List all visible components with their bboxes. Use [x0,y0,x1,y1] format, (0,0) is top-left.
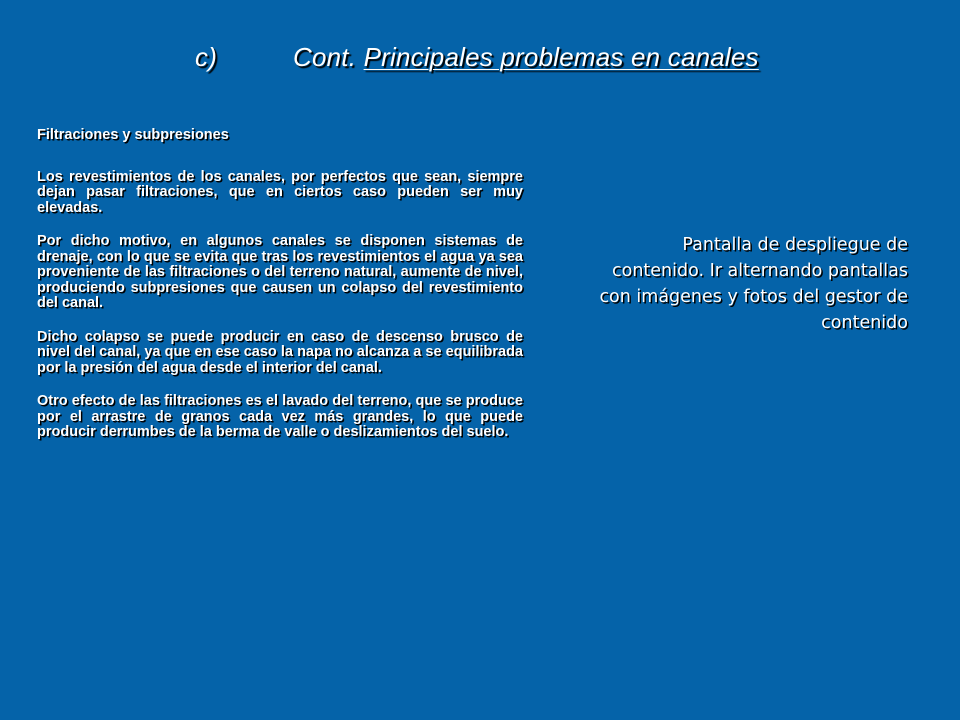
paragraph-colapso: Dicho colapso se puede producir en caso de descenso brusco de nivel del canal, ya que en ese caso la napa no alcanza a se equilibrada por la presión del agua desde el interior del canal. [37,328,523,376]
section-heading: Filtraciones y subpresiones [37,127,229,143]
title-main: Principales problemas en canales [363,42,759,72]
paragraph-revestimientos: Los revestimientos de los canales, por perfectos que sean, siempre dejan pasar filtraciones, que en ciertos caso pueden ser muy elevadas. [37,168,523,216]
title-prefix: c) [195,42,218,72]
paragraph-drenaje: Por dicho motivo, en algunos canales se disponen sistemas de drenaje, con lo que se evita que tras los revestimientos el agua ya sea proveniente de las filtraciones o del terreno natural, aumente de nivel, produciendo subpresiones que causen un colapso del revestimiento del canal. [37,233,523,311]
side-note: Pantalla de despliegue de contenido. Ir alternando pantallas con imágenes y fotos del gestor de contenido [599,235,908,333]
slide-title [195,42,759,73]
title-cont: Cont. [293,42,357,72]
main-text-block [37,128,523,459]
paragraph-lavado: Otro efecto de las filtraciones es el lavado del terreno, que se produce por el arrastre de granos cada vez más grandes, lo que puede producir derrumbes de la berma de valle o deslizamientos del suelo. [37,393,523,440]
